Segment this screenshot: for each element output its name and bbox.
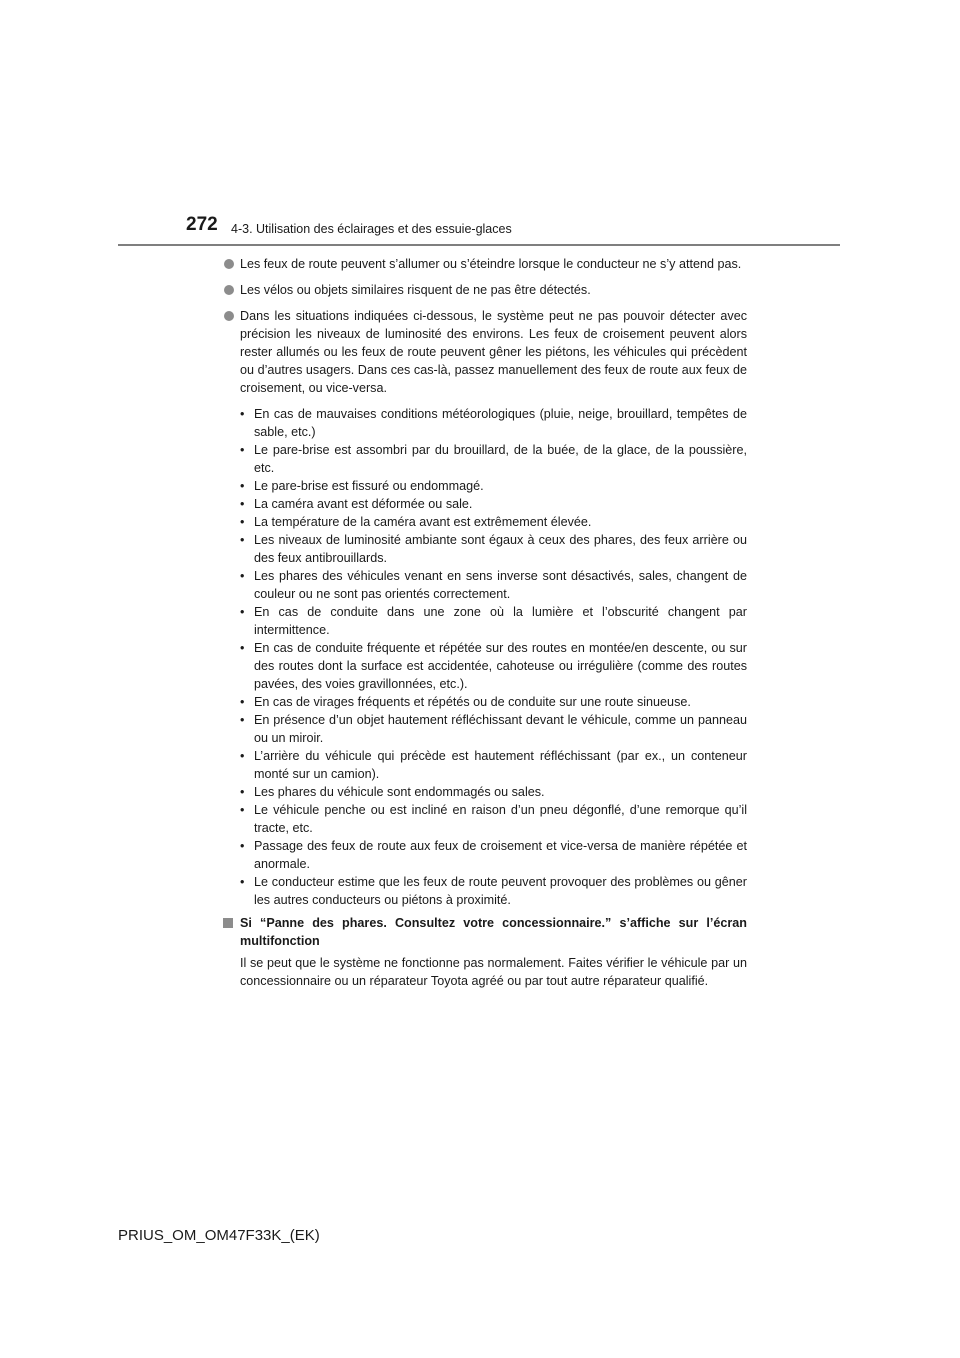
- list-marker: •: [240, 479, 245, 493]
- bullet-paragraph: [222, 307, 747, 397]
- list-item-text: L’arrière du véhicule qui précède est hautement réfléchissant (par ex., un conteneur monté sur un camion).: [254, 749, 747, 781]
- list-item: [240, 513, 747, 531]
- list-marker: •: [240, 803, 245, 817]
- list-item-text: Les phares du véhicule sont endommagés ou sales.: [254, 785, 545, 799]
- list-marker: •: [240, 749, 245, 763]
- list-item: [240, 531, 747, 567]
- list-marker: •: [240, 875, 245, 889]
- list-item: [240, 747, 747, 783]
- list-item-text: En présence d’un objet hautement réfléchissant devant le véhicule, comme un panneau ou un miroir.: [254, 713, 747, 745]
- list-marker: •: [240, 533, 245, 547]
- list-item-text: En cas de mauvaises conditions météorologiques (pluie, neige, brouillard, tempêtes de sable, etc.): [254, 407, 747, 439]
- list-marker: •: [240, 713, 245, 727]
- list-item: [240, 567, 747, 603]
- list-item: [240, 711, 747, 747]
- list-marker: •: [240, 839, 245, 853]
- list-item: [240, 477, 747, 495]
- list-item-text: Le véhicule penche ou est incliné en raison d’un pneu dégonflé, d’une remorque qu’il tracte, etc.: [254, 803, 747, 835]
- header-divider: [118, 244, 840, 246]
- note-heading: [222, 914, 747, 950]
- list-item-text: Les niveaux de luminosité ambiante sont égaux à ceux des phares, des feux arrière ou des feux antibrouillards.: [254, 533, 747, 565]
- bullet-paragraph: [222, 281, 747, 299]
- list-marker: •: [240, 605, 245, 619]
- list-item-text: La caméra avant est déformée ou sale.: [254, 497, 473, 511]
- list-marker: •: [240, 497, 245, 511]
- circle-bullet-icon: [224, 311, 234, 321]
- list-item-text: Les phares des véhicules venant en sens inverse sont désactivés, sales, changent de couleur ou ne sont pas orientés correctement.: [254, 569, 747, 601]
- list-item-text: En cas de conduite fréquente et répétée sur des routes en montée/en descente, ou sur des routes dont la surface est accidentée, cahoteuse ou irrégulière (comme des routes pavées, des voies gravillonnées, etc.).: [254, 641, 747, 691]
- list-item-text: En cas de conduite dans une zone où la lumière et l’obscurité changent par intermittence.: [254, 605, 747, 637]
- list-item-text: Passage des feux de route aux feux de croisement et vice-versa de manière répétée et anormale.: [254, 839, 747, 871]
- list-item: [240, 837, 747, 873]
- list-item: [240, 603, 747, 639]
- list-marker: •: [240, 641, 245, 655]
- list-item: [240, 693, 747, 711]
- list-marker: •: [240, 785, 245, 799]
- list-marker: •: [240, 695, 245, 709]
- bullet-text: Dans les situations indiquées ci-dessous, le système peut ne pas pouvoir détecter avec précision les niveaux de luminosité des environs. Les feux de croisement peuvent alors rester allumés ou les feux de route peuvent gêner les piétons, les véhicules qui précèdent ou d’autres usagers. Dans ces cas-là, passez manuellement des feux de route aux feux de croisement, ou vice-versa.: [240, 309, 747, 395]
- square-bullet-icon: [223, 918, 233, 928]
- note-body: Il se peut que le système ne fonctionne pas normalement. Faites vérifier le véhicule par un concessionnaire ou un réparateur Toyota agréé ou par tout autre réparateur qualifié.: [240, 956, 747, 988]
- document-code: PRIUS_OM_OM47F33K_(EK): [118, 1227, 320, 1244]
- list-marker: •: [240, 407, 245, 421]
- bullet-paragraph: [222, 255, 747, 273]
- page-number: 272: [186, 214, 218, 235]
- list-item: [240, 873, 747, 909]
- circle-bullet-icon: [224, 259, 234, 269]
- list-item: [240, 441, 747, 477]
- bullet-text: Les vélos ou objets similaires risquent de ne pas être détectés.: [240, 283, 591, 297]
- list-item-text: La température de la caméra avant est extrêmement élevée.: [254, 515, 592, 529]
- list-item: [240, 801, 747, 837]
- page-content: [222, 255, 747, 990]
- note-heading-text: Si “Panne des phares. Consultez votre concessionnaire.” s’affiche sur l’écran multifonction: [240, 916, 747, 948]
- list-marker: •: [240, 443, 245, 457]
- list-item: [240, 405, 747, 441]
- conditions-list: [240, 405, 747, 909]
- section-title: 4-3. Utilisation des éclairages et des essuie-glaces: [231, 222, 512, 236]
- list-item-text: Le pare-brise est assombri par du brouillard, de la buée, de la glace, de la poussière, etc.: [254, 443, 747, 475]
- list-marker: •: [240, 569, 245, 583]
- list-item: [240, 639, 747, 693]
- list-item: [240, 495, 747, 513]
- list-item-text: Le conducteur estime que les feux de route peuvent provoquer des problèmes ou gêner les autres conducteurs ou piétons à proximité.: [254, 875, 747, 907]
- list-item-text: En cas de virages fréquents et répétés ou de conduite sur une route sinueuse.: [254, 695, 691, 709]
- bullet-text: Les feux de route peuvent s’allumer ou s’éteindre lorsque le conducteur ne s’y attend pas.: [240, 257, 742, 271]
- list-item-text: Le pare-brise est fissuré ou endommagé.: [254, 479, 484, 493]
- circle-bullet-icon: [224, 285, 234, 295]
- list-item: [240, 783, 747, 801]
- list-marker: •: [240, 515, 245, 529]
